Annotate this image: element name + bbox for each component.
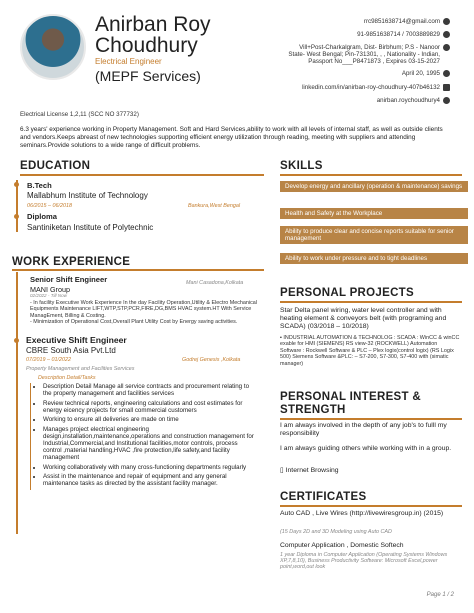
phone-text: 91-9851638714 / 7003889829 (357, 31, 440, 39)
job2-bullet: • Manages project electrical engineering design,installation,maintenance,operations and construction management for Industrial,Commercial,and Institutional facilities,motor controls, process control ,material handling,HVAC ,fire protection,life safety,and facility management (43, 426, 254, 462)
project-title: Star Delta panel wiring, water level controller and with heating element & conveyors belt (with programing and SCADA) (03/2018 – 10/2018) (280, 307, 447, 330)
name-line-2: Choudhury (95, 34, 198, 57)
timeline-dot (14, 338, 19, 343)
education-location-1: Bankura,West Bengal (188, 203, 241, 209)
job1-dates: 02/2022 - Till Now (30, 293, 67, 298)
job1-bullet: - Minimization of Operational Cost,Overall Plant Utility Cost by Energy saving activities. (30, 319, 238, 326)
linkedin-icon (443, 84, 450, 91)
interest-item-text: Internet Browsing (285, 467, 339, 474)
address-line-1: Vill+Post-Charkalgram, Dist- Birbhum; P.S - Nanoor (299, 44, 440, 52)
interests-heading (280, 391, 421, 417)
certificate-title: Computer Application , Domestic Softech (280, 542, 404, 549)
skills-heading: SKILLS (280, 160, 323, 172)
linkedin-text: linkedin.com/in/anirban-roy-choudhury-407b46132 (302, 83, 440, 91)
interest-item: I am always guiding others while working with in a group. (280, 445, 452, 452)
project-detail (280, 335, 460, 367)
bullet-icon: ▪ (280, 335, 284, 341)
address-line-3: Passport No___P8471873 , Expires 03-15-2027 (308, 58, 440, 66)
mail-icon (443, 18, 450, 25)
contact-phone (288, 31, 450, 38)
interests-heading-line-2: STRENGTH (280, 404, 346, 416)
job2-bullet-list (34, 383, 254, 488)
contact-email[interactable] (288, 18, 450, 25)
skype-text: anirban.roychoudhury4 (376, 96, 440, 104)
skill-tag: Health and Safety at the Workplace (280, 208, 468, 219)
work-heading: WORK EXPERIENCE (12, 256, 131, 268)
electrical-license: Electrical License 1,2,11 (SCC NO 377732) (20, 111, 139, 118)
job1-company: MANI Group (30, 285, 70, 294)
phone-icon (443, 31, 450, 38)
job1-title: Senior Shift Engineer (30, 275, 108, 284)
contact-address (288, 44, 450, 65)
job2-subtitle: Property Management and Facilities Services (26, 366, 135, 372)
interest-item: I am always involved in the depth of any job's to fulll my responsibility (280, 422, 447, 437)
address-line-2: State- West Bengal; Pin-731301, , , Nationality - Indian, (288, 51, 440, 59)
location-icon (443, 44, 450, 51)
contact-birthdate (288, 70, 450, 77)
job-title: Electrical Engineer (95, 57, 162, 66)
job1-bullets (30, 300, 258, 326)
interests-rule (280, 418, 462, 420)
skill-tag: Ability to produce clear and concise reports suitable for senior management (280, 226, 468, 244)
job2-location: Godrej Genesis ,Kolkata (182, 357, 241, 363)
education-dates-1: 06/2015 – 06/2018 (27, 203, 72, 209)
education-rule (20, 174, 264, 176)
certificates-heading: CERTIFICATES (280, 491, 367, 503)
job-role: (MEPF Services) (95, 68, 201, 84)
contact-block (288, 18, 450, 104)
job2-bullet: • Working to ensure all deliveries are made on time (43, 416, 254, 423)
certificates-rule (280, 505, 462, 507)
profile-photo (20, 14, 86, 80)
contact-linkedin[interactable] (288, 84, 450, 91)
certificate-sub: 1 year Diploma in Computer Application (Operating Systems Windows XP,7,8,10), Business Productivity Software: Microsoft Excel,power point,word,out look (280, 552, 448, 571)
education-timeline (16, 180, 18, 232)
job2-title: Executive Shift Engineer (26, 335, 127, 345)
contact-skype[interactable] (288, 97, 450, 104)
email-text: rrc9851638714@gmail.com (363, 18, 440, 26)
skype-icon (443, 97, 450, 104)
birthdate-text: April 20, 1995 (401, 70, 440, 78)
job2-company: CBRE South Asia Pvt.Ltd (26, 346, 116, 355)
interest-item-3 (280, 467, 460, 475)
work-rule (12, 269, 264, 271)
name-line-1: Anirban Roy (95, 13, 211, 36)
projects-heading: PERSONAL PROJECTS (280, 287, 414, 299)
skills-rule (280, 174, 462, 176)
skill-tag: Ability to work under pressure and to tight deadlines (280, 253, 468, 264)
interests-heading-line-1: PERSONAL INTEREST & (280, 391, 421, 403)
education-heading: EDUCATION (20, 160, 91, 172)
timeline-dot (14, 182, 19, 187)
work-timeline (16, 272, 18, 534)
certificate-title: Auto CAD , Live Wires (http://livewiresgroup.in) (2015) (280, 510, 444, 517)
job1-bullet: - In facility Executive Work Experience In the day Facility Operation,Utility & Electro Mechanical Equipments Maintenance LIFT,WTP,STP,PCR,FIRE,DG,BMS HVAC system.HT With Service ManagEment, Billing & Costing. (30, 300, 257, 319)
job2-bullet: • Working collaboratively with many cross-functioning departments regularly (43, 464, 254, 471)
skill-tag: Develop energy and ancillary (operation & maintenance) savings (280, 181, 468, 192)
degree-2: Diploma (27, 212, 57, 221)
job1-location: Mani Casadona,Kolkata (186, 280, 244, 286)
profile-summary: 6.3 years' experience working in Property Management. Soft and Hard Services,ability to work with all levels of internal staff, as well as outside clients and vendors.Keeps abreast of new technologies supporting efficient energy utilization through reading, meeting with suppliers and attending seminars.Provide solutions to a wide range of difficult problems. (20, 126, 443, 149)
timeline-dot (14, 214, 19, 219)
project-detail-text: INDUSTRIAL AUTOMATION & TECHNOLOG : SCADA : WinCC & winCC exable for HMI (SIEMENS) RS view-32 (ROCKWELL) Automation Software : Rockwell Software & PLC – Plex logix(control logix) (RS Logix 500) Siemens Software &PLC: – S7-200, S7-300, S7-400 with (simatic manager) (280, 335, 460, 367)
job2-bullet: • Review technical reports, engineering calculations and cost estimates for energy eicency projects for small commercial customers (43, 400, 254, 414)
job2-description (30, 383, 254, 490)
job2-bullet: • Description Detail Manage all service contracts and procurement relating to the property management and facilities services (43, 383, 254, 397)
page-number: Page 1 / 2 (426, 592, 454, 598)
calendar-icon (443, 70, 450, 77)
job2-bullet: • Assist in the maintenance and repair of equipment and any general maintenance tasks as directed by the assistant facility manager. (43, 473, 254, 487)
bullet-icon: ▯ (280, 467, 286, 474)
school-1: Mallabhum Institute of Technology (27, 191, 148, 200)
degree-1: B.Tech (27, 181, 52, 190)
candidate-name (95, 14, 211, 56)
job2-dates: 07/2019 – 01/2022 (26, 357, 71, 363)
job2-desc-label: Description Detail/Tasks (38, 375, 96, 381)
school-2: Santiniketan Institute of Polytechnic (27, 223, 154, 232)
projects-rule (280, 301, 462, 303)
certificate-sub: (15 Days 2D and 3D Modeling using Auto CAD (280, 529, 392, 535)
